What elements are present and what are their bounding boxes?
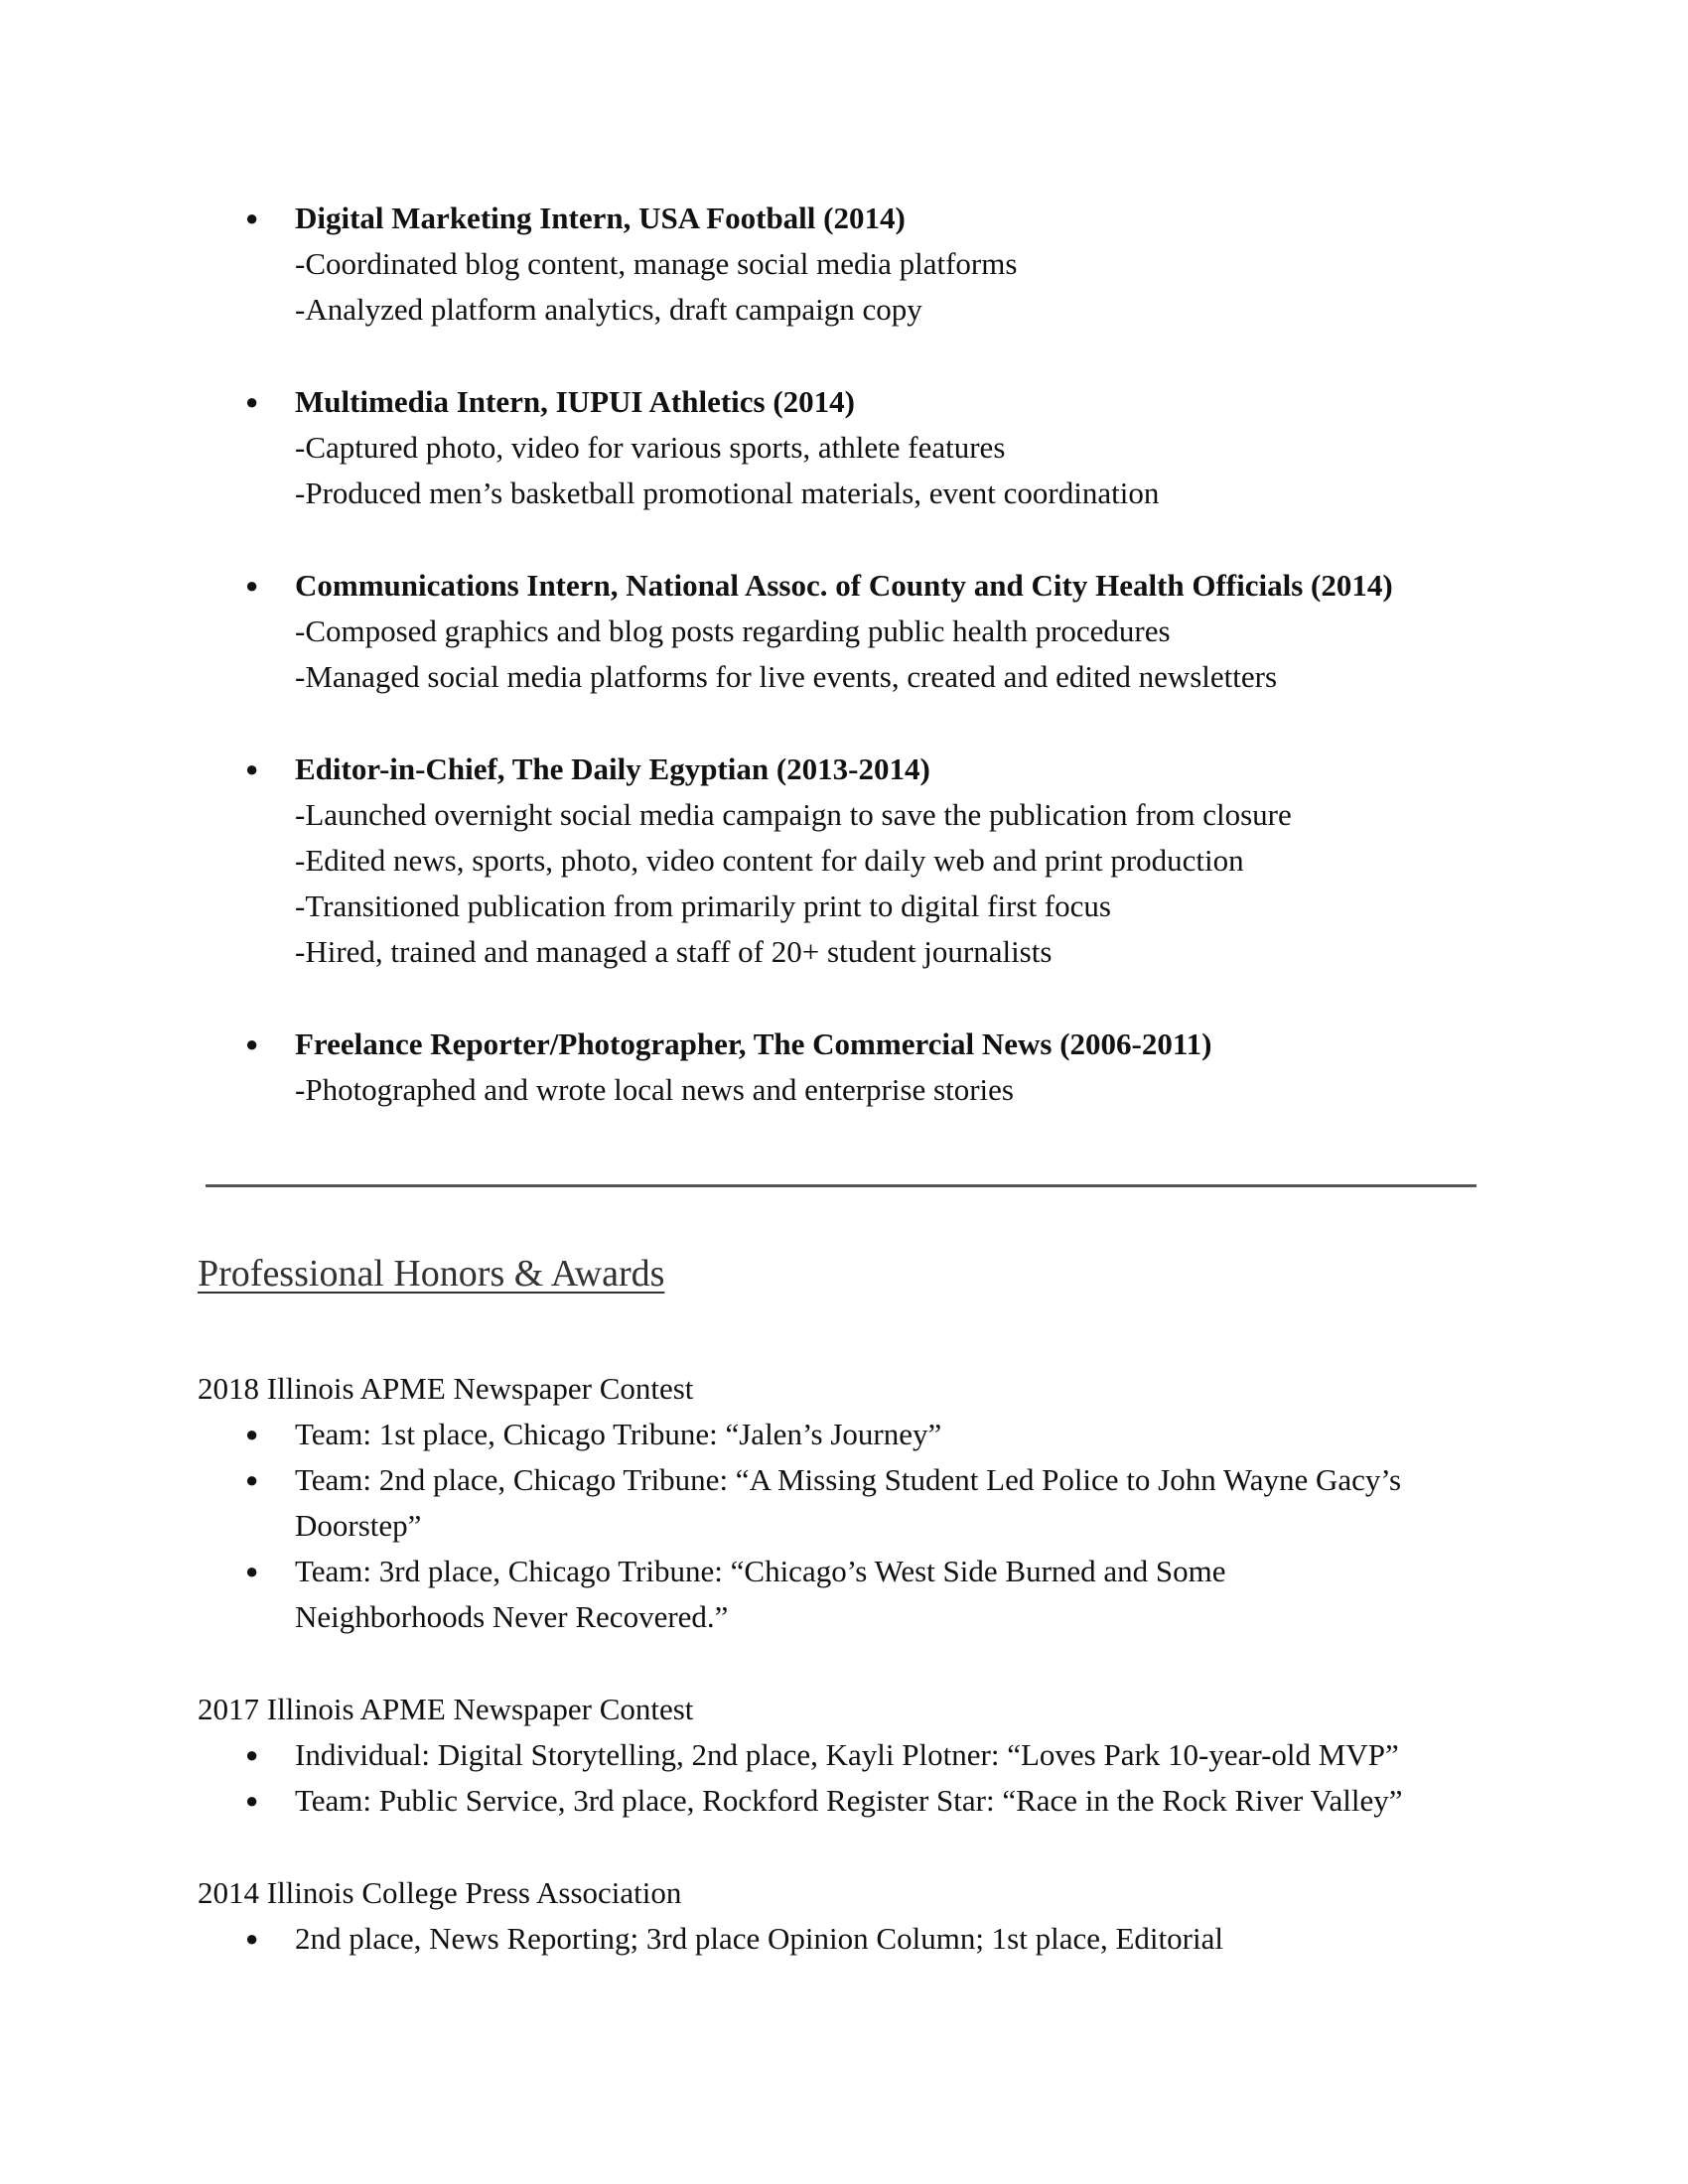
job-title — [245, 563, 1486, 609]
contest-group — [198, 1870, 1488, 1962]
experience-item — [245, 379, 1486, 516]
bullet-icon: ● — [245, 1031, 259, 1056]
job-duty: -Captured photo, video for various sports, athlete features — [295, 430, 1006, 465]
award-text: Team: 2nd place, Chicago Tribune: “A Missing Student Led Police to John Wayne Gacy’s Doorstep” — [295, 1462, 1402, 1543]
job-duty: -Edited news, sports, photo, video content for daily web and print production — [295, 843, 1244, 878]
award-text: Team: 1st place, Chicago Tribune: “Jalen’s Journey” — [295, 1417, 942, 1451]
award-item — [245, 1549, 1347, 1640]
job-title — [245, 747, 1486, 792]
contest-title: 2018 Illinois APME Newspaper Contest — [198, 1371, 694, 1406]
bullet-icon: ● — [245, 1559, 259, 1583]
job-duty: -Analyzed platform analytics, draft campaign copy — [295, 292, 922, 327]
job-duty: -Managed social media platforms for live events, created and edited newsletters — [295, 659, 1278, 694]
job-duty: -Composed graphics and blog posts regarding public health procedures — [295, 614, 1171, 648]
award-item — [245, 1457, 1496, 1549]
job-title — [245, 379, 1486, 425]
award-text: 2nd place, News Reporting; 3rd place Opinion Column; 1st place, Editorial — [295, 1921, 1223, 1956]
bullet-icon: ● — [245, 1742, 259, 1767]
job-duty: -Photographed and wrote local news and enterprise stories — [295, 1072, 1014, 1107]
contest-group — [198, 1687, 1488, 1824]
contest-title: 2017 Illinois APME Newspaper Contest — [198, 1692, 694, 1726]
bullet-icon: ● — [245, 1467, 259, 1492]
job-duty: -Transitioned publication from primarily print to digital first focus — [295, 888, 1111, 923]
bullet-icon: ● — [245, 573, 259, 598]
experience-item — [245, 747, 1486, 975]
award-item — [245, 1778, 1486, 1824]
bullet-icon: ● — [245, 1926, 259, 1951]
bullet-icon: ● — [245, 756, 259, 781]
job-title-text: Editor-in-Chief, The Daily Egyptian (2013-2014) — [295, 751, 930, 786]
award-item — [245, 1412, 1486, 1457]
experience-item — [245, 196, 1486, 333]
job-duty: -Hired, trained and managed a staff of 20+ student journalists — [295, 934, 1053, 969]
contest-title: 2014 Illinois College Press Association — [198, 1875, 682, 1910]
award-text: Team: Public Service, 3rd place, Rockford Register Star: “Race in the Rock River Valley” — [295, 1783, 1403, 1818]
job-duty: -Launched overnight social media campaign to save the publication from closure — [295, 797, 1292, 832]
section-heading: Professional Honors & Awards — [198, 1253, 665, 1295]
bullet-icon: ● — [245, 389, 259, 414]
experience-item — [245, 1022, 1486, 1113]
job-title-text: Digital Marketing Intern, USA Football (2014) — [295, 201, 906, 235]
job-title-text: Freelance Reporter/Photographer, The Commercial News (2006-2011) — [295, 1026, 1212, 1061]
job-title-text: Communications Intern, National Assoc. of County and City Health Officials (2014) — [295, 568, 1393, 603]
bullet-icon: ● — [245, 1422, 259, 1446]
job-duty: -Coordinated blog content, manage social media platforms — [295, 246, 1018, 281]
job-duty: -Produced men’s basketball promotional materials, event coordination — [295, 476, 1160, 510]
job-title — [245, 196, 1486, 241]
award-item — [245, 1732, 1486, 1778]
award-item — [245, 1916, 1486, 1962]
award-text: Team: 3rd place, Chicago Tribune: “Chicago’s West Side Burned and Some Neighborhoods Never Recovered.” — [295, 1554, 1226, 1634]
contest-group — [198, 1366, 1488, 1640]
bullet-icon: ● — [245, 205, 259, 230]
bullet-icon: ● — [245, 1788, 259, 1813]
award-text: Individual: Digital Storytelling, 2nd place, Kayli Plotner: “Loves Park 10-year-old MVP” — [295, 1737, 1399, 1772]
job-title-text: Multimedia Intern, IUPUI Athletics (2014) — [295, 384, 855, 419]
section-divider — [206, 1184, 1477, 1187]
job-title — [245, 1022, 1486, 1067]
experience-item — [245, 563, 1486, 700]
